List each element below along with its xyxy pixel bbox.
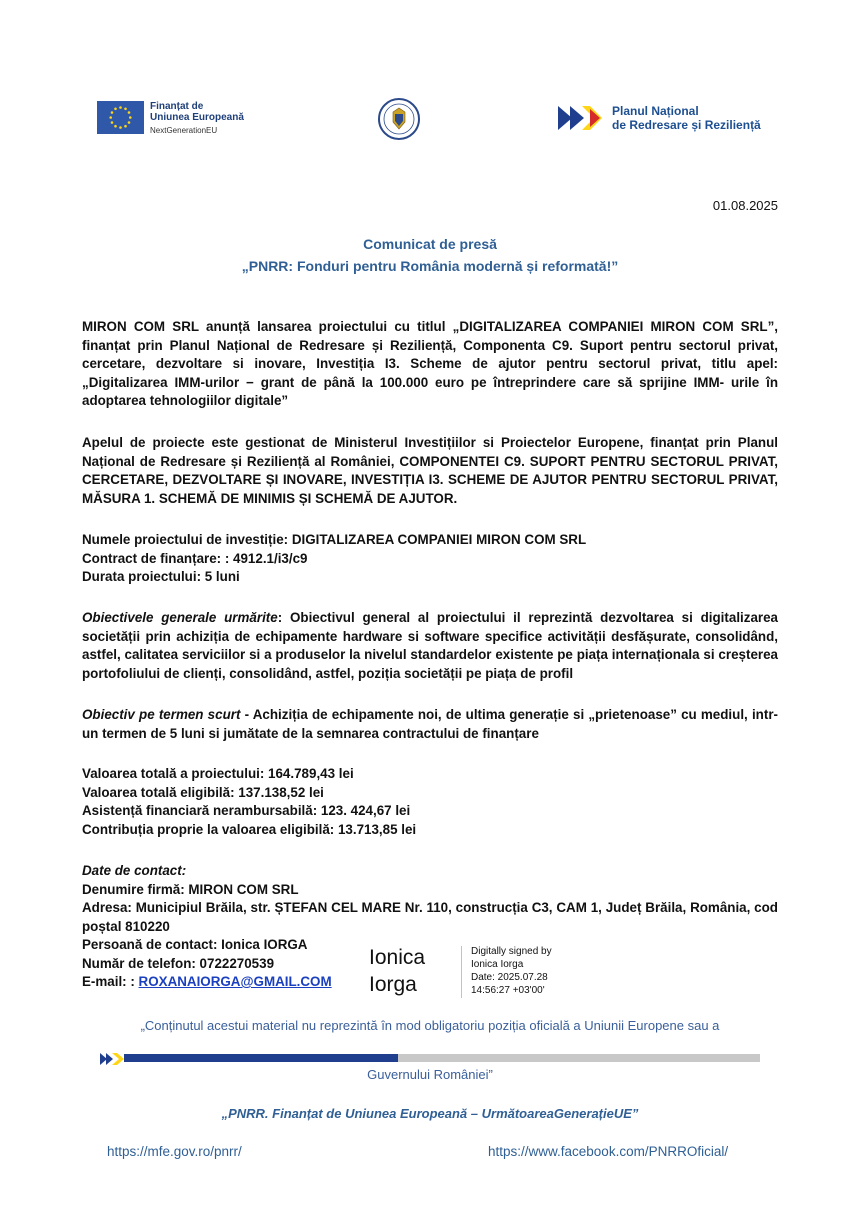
pnrr-logo-line1: Planul Național <box>612 104 699 118</box>
value-grant: Asistență financiară nerambursabilă: 123. 424,67 lei <box>82 803 411 818</box>
eu-logo-line3: NextGenerationEU <box>150 126 218 135</box>
general-objectives-text: : Obiectivul general al proiectului il reprezintă dezvoltarea si digitalizarea societății prin achiziția de echipamente hardware si software specifice activității desfășurate, consolidând, astfel, calitatea serviciilor si a produselor la nivelul standardelor existente pe piața internaționala si creșterea portofoliului de clienți, consolidând, astfel, poziția societății pe piața de profil <box>82 610 779 681</box>
short-term-objective-label: Obiectiv pe termen scurt <box>82 707 241 722</box>
call-text: Apelul de proiecte este gestionat de Ministerul Investițiilor si Proiectelor Europene, finanțat prin Planul Național de Redresare și Reziliență al României, COMPONENTEI C9. SUPORT PENTRU SECTORUL PRIVAT, CERCETARE, DEZVOLTARE ȘI INOVARE, INVESTIȚIA I3. SCHEME DE AJUTOR PENTRU SECTORUL PRIVAT, MĂSURA 1. SCHEMĂ DE MINIMIS ȘI SCHEMĂ DE AJUTOR. <box>82 435 778 506</box>
contact-label: Date de contact: <box>82 863 187 878</box>
value-total: Valoarea totală a proiectului: 164.789,43 lei <box>82 766 354 781</box>
signature-name <box>369 944 425 998</box>
signature-divider <box>461 946 462 998</box>
general-objectives <box>82 609 778 683</box>
press-release-title: Comunicat de presă <box>363 236 497 252</box>
project-contract: Contract de finanțare: : 4912.1/i3/c9 <box>82 550 308 566</box>
signature-detail-line: Date: 2025.07.28 <box>471 972 548 983</box>
eu-logo-line1: Finanțat de <box>150 101 204 112</box>
signature-name-line1: Ionica <box>369 946 426 969</box>
signature-details <box>471 945 552 997</box>
pnrr-arrows-icon <box>558 105 606 131</box>
pnrr-logo-line2: de Redresare și Reziliență <box>612 118 761 132</box>
romanian-government-logo-icon <box>378 98 420 140</box>
signature-detail-line: 14:56:27 +03'00' <box>471 985 545 996</box>
contact-email-link[interactable]: ROXANAIORGA@GMAIL.COM <box>138 974 332 989</box>
pnrr-logo <box>558 104 761 132</box>
value-eligible: Valoarea totală eligibilă: 137.138,52 lei <box>82 784 324 800</box>
footer-divider-bar <box>124 1054 760 1062</box>
document-date: 01.08.2025 <box>712 198 778 213</box>
press-release-subtitle: „PNRR: Fonduri pentru România modernă și reformată!” <box>241 258 619 274</box>
call-paragraph <box>82 434 778 508</box>
general-objectives-label: Obiectivele generale urmărite <box>82 610 278 625</box>
eu-flag-icon <box>97 101 144 134</box>
signature-detail-line: Ionica Iorga <box>471 959 524 970</box>
disclaimer-line1: „Conținutul acestui material nu reprezintă în mod obligatoriu poziția oficială a Uniunii Europene sau a <box>140 1018 720 1033</box>
eu-logo-line2: Uniunea Europeană <box>150 112 244 123</box>
footer-slogan: „PNRR. Finanțat de Uniunea Europeană – UrmătoareaGenerațieUE” <box>221 1106 639 1121</box>
link-facebook-pnrr[interactable]: https://www.facebook.com/PNRROficial/ <box>488 1144 729 1159</box>
contact-details <box>82 862 778 992</box>
short-term-objective-text: - Achiziția de echipamente noi, de ultima generație si „prietenoase” cu mediul, intr-un termen de 5 luni si jumătate de la semnarea contractului de finanțare <box>82 707 778 741</box>
value-own-contribution: Contribuția proprie la valoarea eligibilă: 13.713,85 lei <box>82 821 417 837</box>
contact-address: Adresa: Municipiul Brăila, str. ȘTEFAN CEL MARE Nr. 110, construcția C3, CAM 1, Județ Brăila, România, cod poștal 810220 <box>82 900 778 934</box>
signature-detail-line: Digitally signed by <box>471 946 552 957</box>
project-info <box>82 531 778 587</box>
signature-name-line2: Iorga <box>369 973 417 996</box>
disclaimer-line2: Guvernului României” <box>367 1067 493 1082</box>
intro-text: MIRON COM SRL anunță lansarea proiectului cu titlul „DIGITALIZAREA COMPANIEI MIRON COM SRL”, finanțat prin Planul Național de Redresare și Reziliență, Componenta C9. Suport pentru sectorul privat, cercetare, dezvoltare si inovare, Investiția I3. Scheme de ajutor pentru sectorul privat, titlu apel: „Digitalizarea IMM-urilor − grant de până la 100.000 euro pe întreprindere care să sprijine IMM- urile în adoptarea tehnologiilor digitale” <box>82 319 778 408</box>
project-values <box>82 765 778 839</box>
eu-funding-logo <box>97 101 244 136</box>
link-mfe-pnrr[interactable]: https://mfe.gov.ro/pnrr/ <box>107 1144 242 1159</box>
contact-company: Denumire firmă: MIRON COM SRL <box>82 881 299 897</box>
contact-person: Persoană de contact: Ionica IORGA <box>82 937 308 952</box>
contact-email-label: E-mail: : <box>82 974 139 989</box>
contact-email-row <box>82 973 778 992</box>
contact-phone: Număr de telefon: 0722270539 <box>82 955 275 971</box>
project-duration: Durata proiectului: 5 luni <box>82 569 240 584</box>
project-name: Numele proiectului de investiție: DIGITALIZAREA COMPANIEI MIRON COM SRL <box>82 532 587 547</box>
short-term-objective <box>82 706 778 743</box>
intro-paragraph <box>82 318 778 411</box>
